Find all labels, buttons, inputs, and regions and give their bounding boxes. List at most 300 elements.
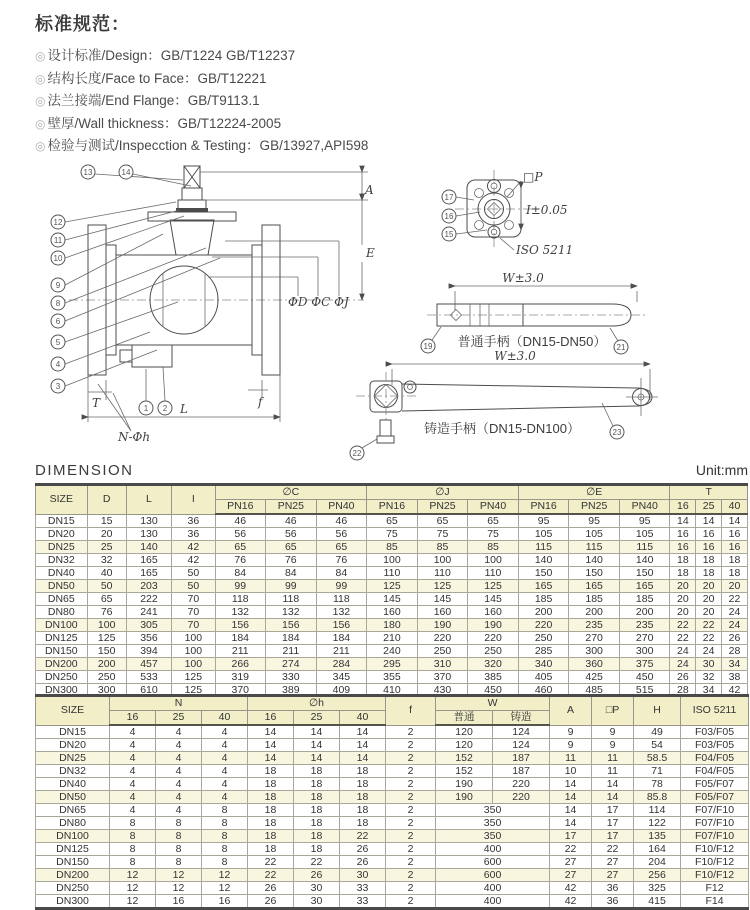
table-cell: 32: [87, 554, 126, 567]
valve-cross-section-drawing: [51, 165, 375, 444]
dim-label-f: f: [258, 395, 263, 409]
table-cell: 130: [126, 514, 171, 528]
table-cell: 65: [417, 514, 468, 528]
table-cell: 14: [550, 778, 592, 791]
table-cell: 118: [316, 593, 367, 606]
table-cell: 18: [340, 791, 386, 804]
table-cell: 2: [386, 778, 436, 791]
column-subheader: PN25: [417, 500, 468, 515]
column-header: N: [110, 696, 248, 711]
table-cell: 40: [87, 567, 126, 580]
table-cell: 22: [696, 619, 722, 632]
spec-text: 法兰接端/End Flange：GB/T9113.1: [47, 93, 260, 108]
table-cell: 256: [634, 869, 681, 882]
table-cell: 4: [156, 791, 202, 804]
table-row: [36, 658, 748, 671]
table-cell: 27: [550, 856, 592, 869]
svg-text:3: 3: [55, 382, 61, 391]
table-cell: 26: [294, 869, 340, 882]
table-cell: 15: [87, 514, 126, 528]
table-cell: F04/F05: [681, 765, 749, 778]
table-cell: 125: [87, 632, 126, 645]
table-cell: F10/F12: [681, 843, 749, 856]
table-cell: 114: [634, 804, 681, 817]
table-cell: 132: [316, 606, 367, 619]
table-cell: 16: [722, 541, 748, 554]
table-cell: 18: [340, 778, 386, 791]
table-cell: 200: [87, 658, 126, 671]
table-cell: 78: [634, 778, 681, 791]
table-cell: 12: [110, 869, 156, 882]
table-cell: 410: [367, 684, 418, 698]
table-cell: 185: [619, 593, 670, 606]
table-cell: 222: [126, 593, 171, 606]
lever-handle-caption: 普通手柄（DN15-DN50）: [457, 334, 607, 349]
table-cell: 38: [722, 671, 748, 684]
table-cell: DN150: [36, 645, 88, 658]
column-subheader: 40: [722, 500, 748, 515]
table-cell: 4: [156, 765, 202, 778]
table-cell: 100: [367, 554, 418, 567]
table-cell: 110: [367, 567, 418, 580]
table-row: [36, 554, 748, 567]
table-cell: 28: [722, 645, 748, 658]
table-cell: 27: [592, 869, 634, 882]
table-cell: 187: [493, 752, 550, 765]
table-cell: 46: [215, 514, 266, 528]
table-cell: 160: [468, 606, 519, 619]
part-callout: [51, 248, 206, 310]
part-callout: [139, 369, 153, 415]
dim-label-phi: ΦD ΦC ΦJ: [288, 295, 349, 309]
table-cell: 460: [518, 684, 569, 698]
table-row: [36, 778, 749, 791]
bullet-icon: ◎: [35, 71, 46, 86]
table-cell: 187: [493, 765, 550, 778]
table-cell: 156: [266, 619, 317, 632]
column-header: D: [87, 485, 126, 515]
table-cell: 4: [110, 791, 156, 804]
table-cell: 4: [202, 725, 248, 739]
table-cell: 36: [172, 528, 215, 541]
table-cell: 14: [248, 725, 294, 739]
table-cell: 32: [696, 671, 722, 684]
table-cell: 20: [696, 606, 722, 619]
table-cell: 4: [110, 752, 156, 765]
table-cell: 2: [386, 752, 436, 765]
table-cell: 115: [619, 541, 670, 554]
table-row: [36, 791, 749, 804]
table-cell: 75: [417, 528, 468, 541]
standards-section: [35, 10, 368, 158]
column-header: ∅C: [215, 485, 367, 500]
table-row: [36, 619, 748, 632]
table-cell: 18: [340, 765, 386, 778]
column-subheader: 16: [248, 711, 294, 726]
table-cell: DN250: [36, 882, 110, 895]
table-cell: 16: [722, 528, 748, 541]
table-row: [36, 514, 748, 528]
table-cell: 4: [156, 752, 202, 765]
spec-text: 设计标准/Design：GB/T1224 GB/T12237: [47, 48, 296, 63]
table-cell: 22: [550, 843, 592, 856]
svg-text:2: 2: [162, 404, 168, 413]
svg-text:9: 9: [55, 281, 61, 290]
table-cell: 9: [550, 725, 592, 739]
column-header: SIZE: [36, 485, 88, 515]
table-cell: 165: [518, 580, 569, 593]
spec-text: 检验与测试/Inspecction & Testing：GB/13927,API598: [47, 138, 369, 153]
table-cell: 204: [634, 856, 681, 869]
table-cell: 220: [417, 632, 468, 645]
table-cell: F14: [681, 895, 749, 909]
table-cell: 84: [316, 567, 367, 580]
table-cell: DN100: [36, 830, 110, 843]
table-cell: 122: [634, 817, 681, 830]
table-cell: 190: [468, 619, 519, 632]
column-header: L: [126, 485, 171, 515]
table-cell: 140: [569, 554, 620, 567]
table-cell: 400: [436, 843, 550, 856]
part-callout: [51, 234, 163, 292]
table-cell: 9: [550, 739, 592, 752]
table-cell: 50: [172, 580, 215, 593]
svg-text:21: 21: [616, 343, 626, 352]
table-cell: 26: [248, 895, 294, 909]
part-callout: [610, 328, 628, 354]
table-cell: DN32: [36, 765, 110, 778]
dim-label-square-p: □P: [523, 170, 543, 184]
table-cell: 110: [417, 567, 468, 580]
table-cell: 184: [266, 632, 317, 645]
table-cell: 12: [156, 869, 202, 882]
table-cell: 12: [202, 869, 248, 882]
table-cell: 100: [172, 658, 215, 671]
table-row: [36, 830, 749, 843]
table-cell: DN25: [36, 541, 88, 554]
table-cell: 125: [172, 671, 215, 684]
table-cell: 450: [619, 671, 670, 684]
table-cell: 4: [202, 739, 248, 752]
table-cell: 203: [126, 580, 171, 593]
table-cell: 8: [202, 804, 248, 817]
table-cell: 99: [266, 580, 317, 593]
svg-text:15: 15: [444, 230, 454, 239]
table-cell: DN20: [36, 528, 88, 541]
table-cell: 4: [202, 765, 248, 778]
table-cell: 4: [110, 725, 156, 739]
table-cell: 24: [696, 645, 722, 658]
table-cell: 42: [550, 882, 592, 895]
table-cell: 18: [696, 567, 722, 580]
column-header: SIZE: [36, 696, 110, 726]
table-cell: DN300: [36, 895, 110, 909]
table-cell: 16: [156, 895, 202, 909]
table-cell: 4: [156, 725, 202, 739]
table-cell: 46: [266, 514, 317, 528]
table-cell: 85.8: [634, 791, 681, 804]
part-callout: [51, 302, 178, 349]
table-cell: 22: [722, 593, 748, 606]
table-cell: 76: [266, 554, 317, 567]
table-cell: 241: [126, 606, 171, 619]
table-cell: 12: [110, 895, 156, 909]
table-cell: DN40: [36, 778, 110, 791]
column-subheader: 16: [670, 500, 696, 515]
table-cell: 24: [670, 658, 696, 671]
table-cell: 17: [592, 817, 634, 830]
table-cell: 30: [696, 658, 722, 671]
table-cell: 165: [126, 567, 171, 580]
table-cell: 18: [294, 843, 340, 856]
table-cell: 26: [340, 856, 386, 869]
table-cell: 18: [294, 817, 340, 830]
table-cell: 50: [87, 580, 126, 593]
table-cell: 160: [417, 606, 468, 619]
table-cell: F04/F05: [681, 752, 749, 765]
column-header: T: [670, 485, 748, 500]
table-row: [36, 541, 748, 554]
table-cell: 11: [592, 765, 634, 778]
table-cell: 14: [550, 804, 592, 817]
table-cell: 42: [722, 684, 748, 698]
svg-text:1: 1: [143, 404, 149, 413]
table-row: [36, 739, 749, 752]
table-cell: 370: [215, 684, 266, 698]
table-cell: 42: [172, 554, 215, 567]
table-cell: DN200: [36, 658, 88, 671]
table-cell: 4: [202, 752, 248, 765]
table-cell: 84: [266, 567, 317, 580]
table-cell: 394: [126, 645, 171, 658]
table-cell: 274: [266, 658, 317, 671]
table-row: [36, 567, 748, 580]
table-cell: 4: [110, 739, 156, 752]
table-cell: 4: [110, 765, 156, 778]
table-cell: 400: [436, 895, 550, 909]
svg-text:16: 16: [444, 212, 454, 221]
table-cell: 125: [417, 580, 468, 593]
table-cell: 220: [493, 778, 550, 791]
table-cell: 18: [294, 778, 340, 791]
table-cell: 185: [569, 593, 620, 606]
svg-text:10: 10: [53, 254, 63, 263]
table-cell: 340: [518, 658, 569, 671]
table-cell: 356: [126, 632, 171, 645]
part-callout: [158, 367, 172, 415]
table-cell: 110: [468, 567, 519, 580]
table-cell: 18: [248, 791, 294, 804]
cast-handle-caption: 铸造手柄（DN15-DN100）: [423, 421, 581, 436]
table-cell: 240: [367, 645, 418, 658]
table-row: [36, 725, 749, 739]
table-cell: 150: [87, 645, 126, 658]
table-cell: 125: [172, 684, 215, 698]
table-cell: 4: [202, 791, 248, 804]
part-callout: [442, 190, 474, 204]
bullet-icon: ◎: [35, 139, 46, 153]
table-cell: 85: [468, 541, 519, 554]
spec-item: [35, 113, 368, 136]
table-cell: 18: [248, 804, 294, 817]
table-cell: 350: [436, 804, 550, 817]
table-cell: 95: [569, 514, 620, 528]
bullet-icon: ◎: [35, 49, 46, 63]
table-cell: 140: [518, 554, 569, 567]
table-cell: 8: [156, 856, 202, 869]
table-cell: 12: [156, 882, 202, 895]
table-cell: 18: [248, 765, 294, 778]
table-cell: 20: [722, 580, 748, 593]
table-cell: 125: [367, 580, 418, 593]
table-cell: 370: [417, 671, 468, 684]
table-cell: 160: [367, 606, 418, 619]
table-cell: 115: [569, 541, 620, 554]
table-cell: 18: [670, 554, 696, 567]
table-cell: 152: [436, 765, 493, 778]
table-cell: DN100: [36, 619, 88, 632]
table-cell: 150: [518, 567, 569, 580]
table-cell: DN125: [36, 632, 88, 645]
table-cell: 12: [202, 882, 248, 895]
table-cell: 300: [569, 645, 620, 658]
table-cell: 2: [386, 843, 436, 856]
table-cell: 8: [110, 817, 156, 830]
table-row: [36, 817, 749, 830]
table-cell: 18: [670, 567, 696, 580]
table-cell: 430: [417, 684, 468, 698]
table-cell: 295: [367, 658, 418, 671]
table-cell: 8: [110, 830, 156, 843]
table-cell: 14: [294, 739, 340, 752]
table-cell: 18: [294, 791, 340, 804]
table-cell: 84: [215, 567, 266, 580]
table-cell: 125: [468, 580, 519, 593]
table-cell: 8: [110, 856, 156, 869]
table-cell: DN40: [36, 567, 88, 580]
table-cell: 610: [126, 684, 171, 698]
table-cell: 14: [340, 739, 386, 752]
column-subheader: 40: [340, 711, 386, 726]
table-cell: 36: [172, 514, 215, 528]
table-cell: 130: [126, 528, 171, 541]
table-cell: 105: [619, 528, 670, 541]
table-cell: 36: [592, 882, 634, 895]
table-cell: 235: [569, 619, 620, 632]
table-cell: 118: [215, 593, 266, 606]
table-cell: DN150: [36, 856, 110, 869]
table-cell: 190: [417, 619, 468, 632]
technical-drawings: [0, 150, 750, 465]
table-cell: 145: [468, 593, 519, 606]
svg-text:17: 17: [444, 193, 454, 202]
table-row: [36, 606, 748, 619]
column-subheader: PN16: [215, 500, 266, 515]
table-cell: 8: [156, 843, 202, 856]
table-cell: 14: [550, 817, 592, 830]
table-cell: 2: [386, 869, 436, 882]
table-cell: 49: [634, 725, 681, 739]
table-cell: 30: [294, 895, 340, 909]
table-cell: 156: [316, 619, 367, 632]
table-cell: 355: [367, 671, 418, 684]
svg-text:6: 6: [55, 317, 61, 326]
table-cell: DN32: [36, 554, 88, 567]
table-cell: DN250: [36, 671, 88, 684]
svg-text:12: 12: [53, 218, 63, 227]
table-cell: 2: [386, 882, 436, 895]
table-cell: 145: [417, 593, 468, 606]
table-cell: 190: [436, 778, 493, 791]
table-cell: 305: [126, 619, 171, 632]
column-header: □P: [592, 696, 634, 726]
column-header: A: [550, 696, 592, 726]
table-cell: DN80: [36, 817, 110, 830]
table-cell: 2: [386, 895, 436, 909]
dim-label-n-holes: N-Φh: [118, 430, 151, 444]
column-subheader: 普通: [436, 711, 493, 726]
table-cell: F05/F07: [681, 778, 749, 791]
table-cell: 8: [156, 830, 202, 843]
table-cell: 70: [172, 606, 215, 619]
table-cell: 17: [550, 830, 592, 843]
table-cell: 65: [316, 541, 367, 554]
flange-dimension-table: [35, 483, 748, 699]
svg-text:23: 23: [612, 428, 622, 437]
table-cell: 18: [294, 804, 340, 817]
table-cell: 26: [670, 671, 696, 684]
table-cell: 22: [670, 619, 696, 632]
table-cell: 4: [156, 804, 202, 817]
column-header: f: [386, 696, 436, 726]
table-row: [36, 752, 749, 765]
column-subheader: 40: [202, 711, 248, 726]
table-cell: 4: [110, 804, 156, 817]
table-cell: 152: [436, 752, 493, 765]
column-subheader: 25: [696, 500, 722, 515]
table-cell: 100: [87, 619, 126, 632]
cast-handle-drawing: [350, 349, 658, 460]
table-cell: 135: [634, 830, 681, 843]
part-callout: [119, 165, 191, 186]
spec-item: [35, 45, 368, 68]
iso5211-flange-drawing: [442, 170, 573, 257]
table-cell: 76: [87, 606, 126, 619]
table-row: [36, 882, 749, 895]
table-cell: 46: [316, 514, 367, 528]
column-subheader: 铸造: [493, 711, 550, 726]
table-cell: 210: [367, 632, 418, 645]
table-cell: 409: [316, 684, 367, 698]
table-cell: 450: [468, 684, 519, 698]
table-cell: 11: [550, 752, 592, 765]
table-cell: 415: [634, 895, 681, 909]
table-cell: 14: [294, 725, 340, 739]
table-cell: 20: [670, 580, 696, 593]
svg-text:8: 8: [55, 299, 61, 308]
table-cell: 33: [340, 882, 386, 895]
table-cell: 165: [126, 554, 171, 567]
column-header: ∅J: [367, 485, 519, 500]
table-row: [36, 580, 748, 593]
table-row: [36, 804, 749, 817]
table-cell: 164: [634, 843, 681, 856]
table-row: [36, 528, 748, 541]
table-cell: 2: [386, 739, 436, 752]
table-cell: DN50: [36, 791, 110, 804]
column-subheader: PN25: [569, 500, 620, 515]
table-cell: 70: [172, 593, 215, 606]
